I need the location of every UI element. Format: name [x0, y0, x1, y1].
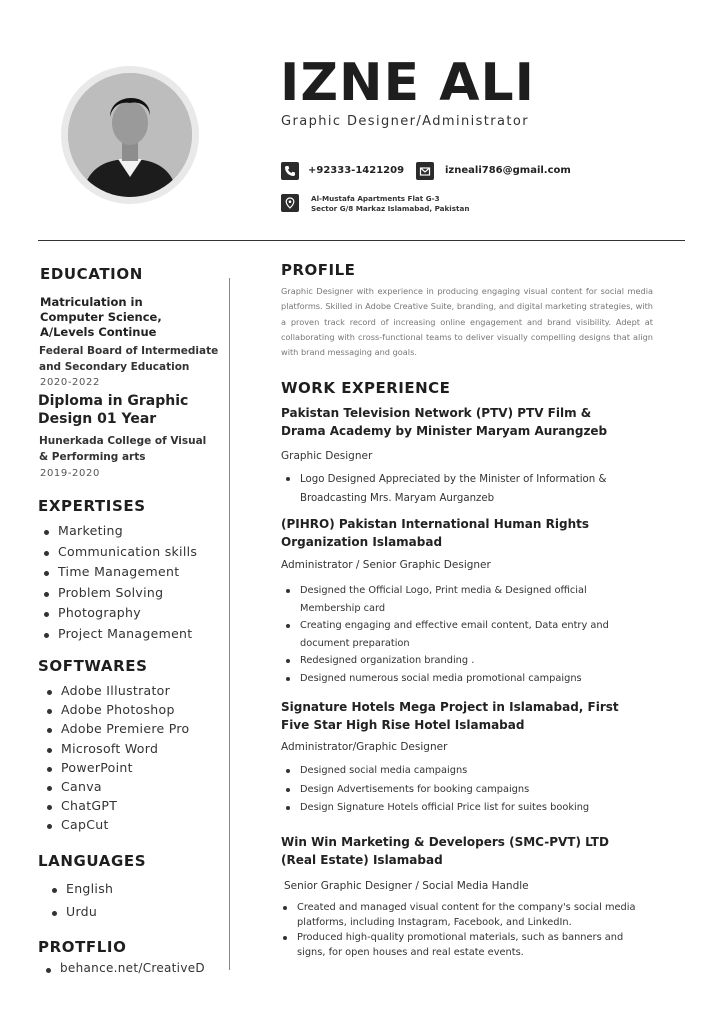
portfolio-heading: PROTFLIO	[38, 938, 127, 956]
column-divider	[229, 278, 230, 970]
phone-number: +92333-1421209	[308, 165, 405, 176]
job-bullets-1	[281, 470, 651, 508]
education-years-1: 2020-2022	[40, 377, 100, 388]
candidate-name: IZNE ALI	[280, 53, 535, 113]
job-bullets-4	[278, 900, 643, 960]
address-line-2: Sector G/8 Markaz Islamabad, Pakistan	[311, 204, 470, 213]
list-item: Adobe Illustrator	[41, 683, 189, 702]
list-item: Project Management	[38, 626, 197, 647]
portfolio-list	[40, 961, 205, 975]
header-divider	[38, 240, 685, 241]
list-item: Problem Solving	[38, 585, 197, 606]
job-role-3: Administrator/Graphic Designer	[281, 741, 448, 753]
profile-summary: Graphic Designer with experience in producing engaging visual content for social media platforms. Skilled in Adobe Creative Suite, branding, and digital marketing strategies, with a proven track record of increasing online engagement and brand visibility. Adept at collaborating with cross-functional teams to deliver visually compelling designs that align with brand messaging and goals.	[281, 286, 653, 358]
person-portrait-icon	[68, 73, 192, 197]
job-role-4: Senior Graphic Designer / Social Media Handle	[284, 880, 529, 892]
education-degree-1: Matriculation in Computer Science, A/Levels Continue	[40, 295, 162, 339]
list-item: Canva	[41, 779, 189, 798]
list-item: Designed numerous social media promotional campaigns	[281, 670, 641, 688]
expertises-list	[38, 523, 197, 646]
education-institution-1: Federal Board of Intermediate and Secondary Education	[39, 345, 219, 373]
job-company-3: Signature Hotels Mega Project in Islamabad, First Five Star High Rise Hotel Islamabad	[281, 700, 619, 732]
list-item: Designed social media campaigns	[281, 762, 661, 781]
location-pin-icon	[281, 194, 299, 212]
job-role-2: Administrator / Senior Graphic Designer	[281, 559, 491, 571]
job-company-4: Win Win Marketing & Developers (SMC-PVT) LTD (Real Estate) Islamabad	[281, 835, 609, 867]
job-company-1: Pakistan Television Network (PTV) PTV Film & Drama Academy by Minister Maryam Aurangzeb	[281, 406, 608, 438]
list-item: Produced high-quality promotional materials, such as banners and signs, for open houses and real estate events.	[278, 930, 643, 960]
languages-list	[46, 881, 113, 927]
address-line-1: Al-Mustafa Apartments Flat G-3	[311, 194, 440, 203]
list-item: Redesigned organization branding .	[281, 652, 641, 670]
list-item: Design Signature Hotels official Price list for suites booking	[281, 799, 661, 818]
profile-photo	[68, 73, 192, 197]
list-item: Time Management	[38, 564, 197, 585]
list-item: Photography	[38, 605, 197, 626]
job-bullets-2	[281, 582, 641, 687]
profile-photo-frame	[61, 66, 199, 204]
education-heading: EDUCATION	[40, 265, 143, 283]
profile-heading: PROFILE	[281, 261, 356, 279]
education-degree-2: Diploma in Graphic Design 01 Year	[38, 393, 189, 427]
envelope-icon	[416, 162, 434, 180]
list-item: CapCut	[41, 817, 189, 836]
email-address: izneali786@gmail.com	[445, 165, 571, 176]
list-item: Adobe Premiere Pro	[41, 721, 189, 740]
job-company-2: (PIHRO) Pakistan International Human Rights Organization Islamabad	[281, 517, 589, 549]
phone-icon	[281, 162, 299, 180]
softwares-heading: SOFTWARES	[38, 657, 148, 675]
portfolio-link[interactable]: behance.net/CreativeD	[40, 961, 205, 975]
list-item: Communication skills	[38, 544, 197, 565]
list-item: PowerPoint	[41, 760, 189, 779]
list-item: Microsoft Word	[41, 741, 189, 760]
job-role-1: Graphic Designer	[281, 450, 373, 462]
list-item: Urdu	[46, 904, 113, 927]
list-item: Created and managed visual content for the company's social media platforms, including Instagram, Facebook, and LinkedIn.	[278, 900, 643, 930]
list-item: ChatGPT	[41, 798, 189, 817]
list-item: Logo Designed Appreciated by the Minister of Information & Broadcasting Mrs. Maryam Aurganzeb	[281, 470, 651, 508]
list-item: Creating engaging and effective email content, Data entry and document preparation	[281, 617, 641, 652]
list-item: Marketing	[38, 523, 197, 544]
job-bullets-3	[281, 762, 661, 818]
list-item: Designed the Official Logo, Print media & Designed official Membership card	[281, 582, 641, 617]
softwares-list	[41, 683, 189, 837]
candidate-title: Graphic Designer/Administrator	[281, 114, 529, 129]
work-experience-heading: WORK EXPERIENCE	[281, 379, 451, 397]
list-item: Design Advertisements for booking campaigns	[281, 781, 661, 800]
expertises-heading: EXPERTISES	[38, 497, 146, 515]
list-item: Adobe Photoshop	[41, 702, 189, 721]
education-years-2: 2019-2020	[40, 468, 100, 479]
languages-heading: LANGUAGES	[38, 852, 147, 870]
education-institution-2: Hunerkada College of Visual & Performing arts	[39, 435, 207, 463]
list-item: English	[46, 881, 113, 904]
